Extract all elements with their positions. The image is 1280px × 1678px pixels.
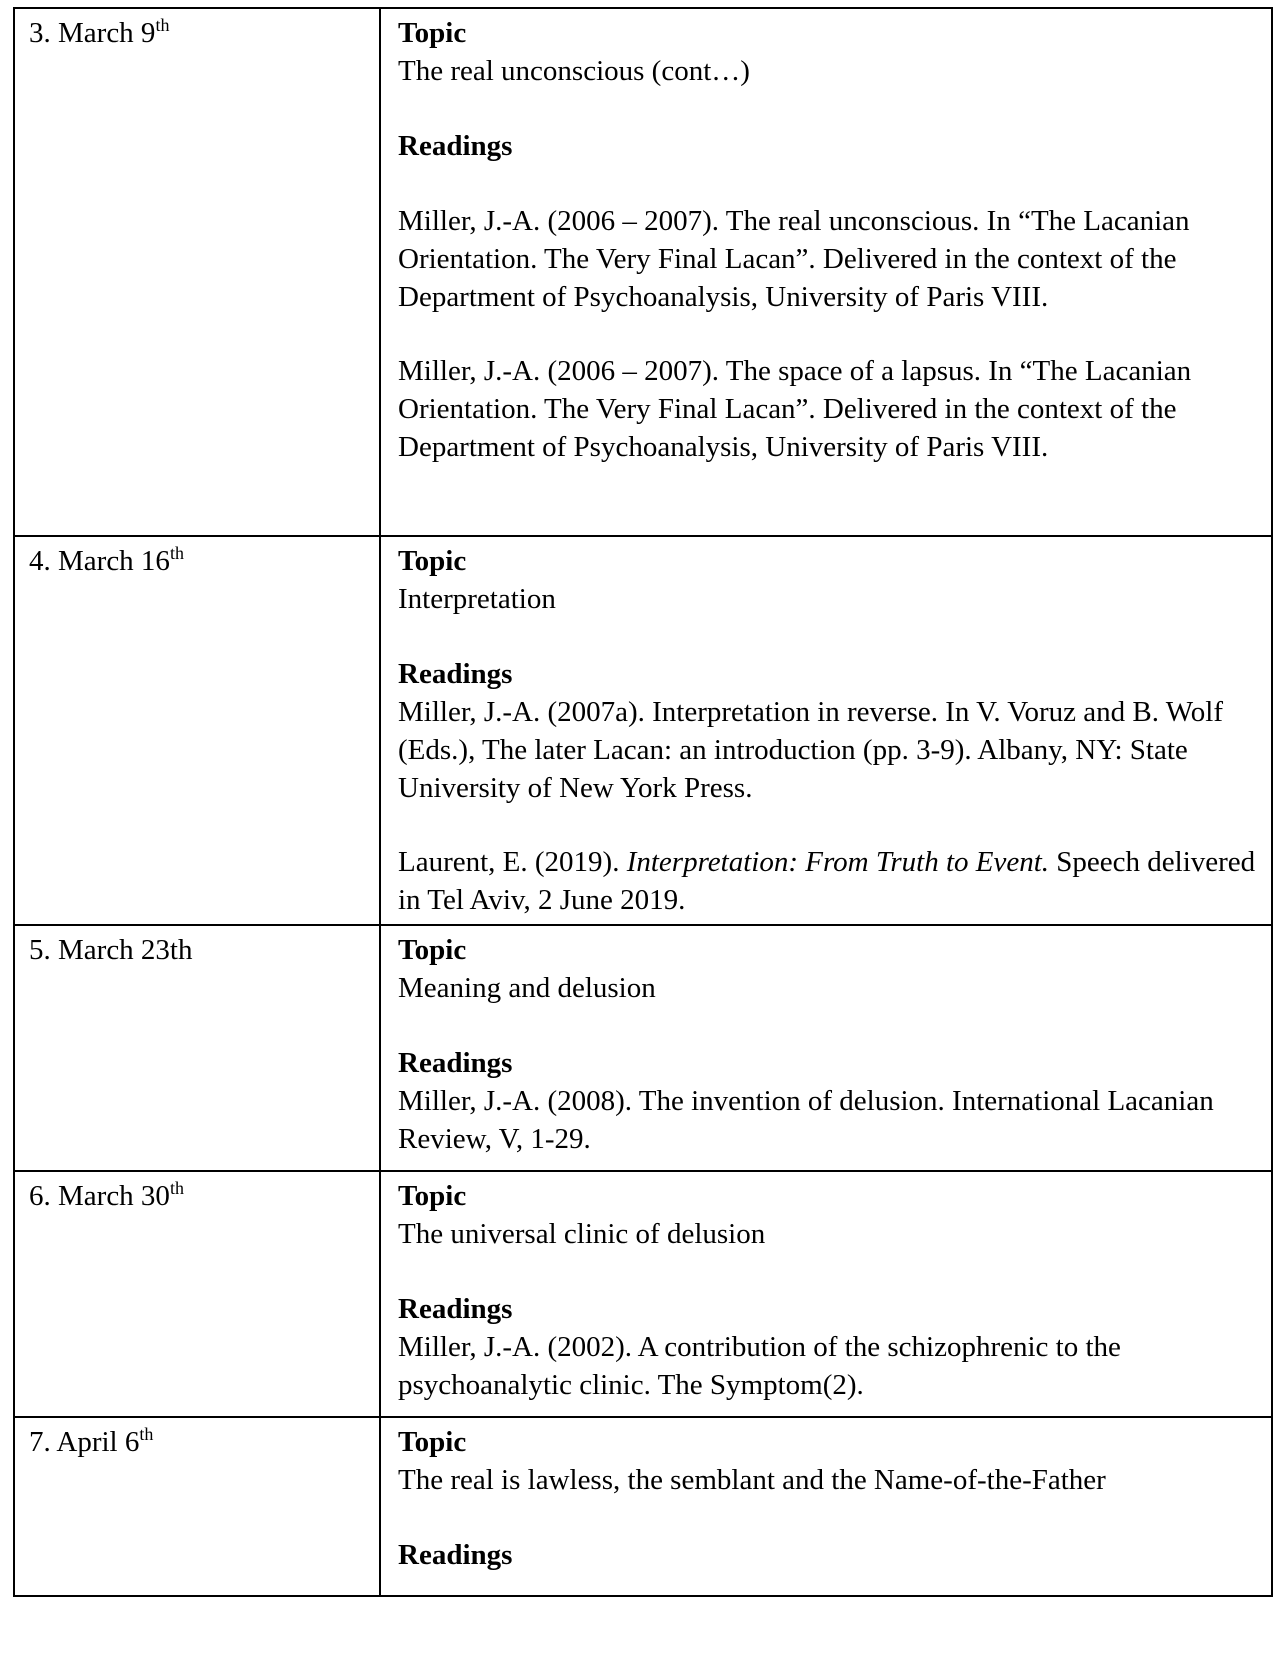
readings-heading: Readings [398, 1047, 513, 1079]
table-row [14, 1417, 1272, 1596]
content-cell [380, 8, 1272, 536]
topic-text: The real unconscious (cont…) [398, 55, 750, 87]
topic-heading: Topic [398, 545, 467, 577]
date-cell [14, 536, 380, 925]
date-suffix: th [139, 1424, 154, 1444]
table-row [14, 8, 1272, 536]
reading-text: Laurent, E. (2019). [398, 846, 627, 878]
content-cell [380, 1417, 1272, 1596]
date-suffix: th [155, 15, 170, 35]
date-label: 4. March 16 [29, 545, 170, 577]
reading-item: Miller, J.-A. (2007a). Interpretation in reverse. In V. Voruz and B. Wolf (Eds.), The later Lacan: an introduction (pp. 3-9). Albany, NY: State University of New York Press. [398, 696, 1223, 804]
reading-title-italic: Interpretation: From Truth to Event. [626, 846, 1050, 878]
readings-heading: Readings [398, 1293, 513, 1325]
topic-heading: Topic [398, 17, 467, 49]
reading-item: Miller, J.-A. (2002). A contribution of the schizophrenic to the psychoanalytic clinic. The Symptom(2). [398, 1331, 1121, 1401]
readings-heading: Readings [398, 130, 513, 162]
reading-item: Miller, J.-A. (2008). The invention of delusion. International Lacanian Review, V, 1-29. [398, 1085, 1214, 1155]
reading-text: Speech delivered in Tel Aviv, 2 June 2019. [398, 846, 1256, 916]
date-suffix: th [169, 543, 184, 563]
date-label: 7. April 6 [29, 1426, 140, 1458]
topic-heading: Topic [398, 1426, 467, 1458]
topic-text: The universal clinic of delusion [398, 1218, 766, 1250]
date-label: 6. March 30 [29, 1180, 170, 1212]
topic-text: Meaning and delusion [398, 972, 656, 1004]
topic-heading: Topic [398, 934, 467, 966]
table-row [14, 1171, 1272, 1417]
content-cell [380, 536, 1272, 925]
topic-text: Interpretation [398, 583, 556, 615]
date-cell [14, 925, 380, 1171]
content-cell [380, 925, 1272, 1171]
readings-heading: Readings [398, 658, 513, 690]
date-cell [14, 1417, 380, 1596]
content-cell [380, 1171, 1272, 1417]
date-label: 3. March 9 [29, 17, 156, 49]
readings-heading: Readings [398, 1539, 513, 1571]
topic-text: The real is lawless, the semblant and the Name-of-the-Father [398, 1464, 1106, 1496]
topic-heading: Topic [398, 1180, 467, 1212]
syllabus-table [13, 7, 1273, 1597]
table-row [14, 925, 1272, 1171]
reading-item-italic [398, 843, 1257, 919]
reading-item: Miller, J.-A. (2006 – 2007). The real unconscious. In “The Lacanian Orientation. The Very Final Lacan”. Delivered in the context of the Department of Psychoanalysis, University of Paris VIII. [398, 205, 1190, 313]
date-label: 5. March 23th [29, 934, 193, 966]
date-suffix: th [169, 1178, 184, 1198]
table-row [14, 536, 1272, 925]
reading-item: Miller, J.-A. (2006 – 2007). The space of a lapsus. In “The Lacanian Orientation. The Very Final Lacan”. Delivered in the context of the Department of Psychoanalysis, University of Paris VIII. [398, 355, 1192, 463]
date-cell [14, 8, 380, 536]
date-cell [14, 1171, 380, 1417]
